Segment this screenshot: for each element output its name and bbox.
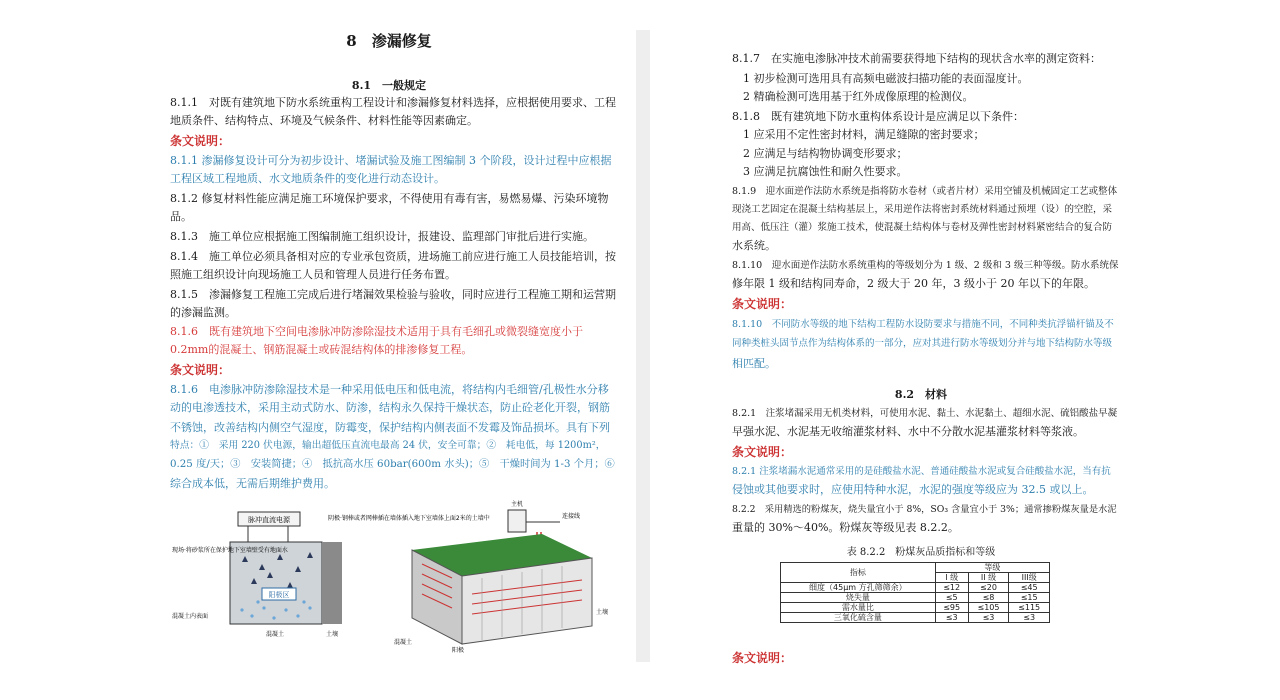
- text-line: 8.1.9 迎水面逆作法防水系统是指将防水卷材（或者片材）采用空铺及机械固定工艺或整体: [732, 186, 1118, 197]
- table-cell-value: ≤20: [968, 583, 1009, 593]
- text-line: 8.1.6 既有建筑地下空间电渗脉冲防渗除湿技术适用于具有毛细孔或微裂缝宽度小于: [170, 325, 583, 338]
- text-line: 用高、低压注（灌）浆施工技术，使混凝土结构体与卷材及弹性密封材料紧密结合的复合防: [732, 222, 1113, 233]
- table-cell-value: ≤15: [1009, 593, 1050, 603]
- text-line: 0.2mm的混凝土、钢筋混凝土或砖混结构体的排渗修复工程。: [170, 343, 473, 356]
- text-line: 8.1.3 施工单位应根据施工图编制施工组织设计，报建设、监理部门审批后进行实施。: [170, 230, 594, 243]
- installation-diagram: [392, 494, 612, 654]
- text-line: 2 精确检测可选用基于红外成像原理的检测仪。: [732, 90, 974, 103]
- table-row: [781, 613, 1050, 623]
- text-line: 工程区域工程地质、水文地质条件的变化进行动态设计。: [170, 172, 445, 185]
- table-cell-value: ≤105: [968, 603, 1009, 613]
- table-cell-index: 细度（45μm 方孔筛筛余）: [781, 583, 936, 593]
- table-cell-value: ≤95: [935, 603, 968, 613]
- text-line: 8.2.1 注浆堵漏采用无机类材料，可使用水泥、黏土、水泥黏土、超细水泥、硫铝酸盐早凝: [732, 408, 1118, 419]
- table-row: [781, 593, 1050, 603]
- text-line: 不锈蚀，改善结构内侧空气湿度，防霉变，保护结构内侧表面不发霉及饰品损坏。具有下列: [170, 421, 610, 434]
- table-cell-value: ≤3: [935, 613, 968, 623]
- text-line: 8.1.1 对既有建筑地下防水系统重构工程设计和渗漏修复材料选择，应根据使用要求、工程: [170, 96, 616, 109]
- note-header: 条文说明：: [732, 651, 793, 665]
- text-line: 3 应满足抗腐蚀性和耐久性要求。: [732, 165, 908, 178]
- text-line: 侵蚀或其他要求时，应使用特种水泥，水泥的强度等级应为 32.5 或以上。: [732, 483, 1094, 496]
- table-cell-index: 烧失量: [781, 593, 936, 603]
- cable-label: 连接线: [562, 513, 581, 520]
- text-line: 0.25 度/天；③ 安装简捷；④ 抵抗高水压 60bar(600m 水头)；⑤ 干燥时间为 1-3 个月；⑥: [170, 458, 615, 470]
- table-cell-value: ≤45: [1009, 583, 1050, 593]
- text-line: 品。: [170, 210, 192, 223]
- text-line: 照施工组织设计向现场施工人员和管理人员进行任务布置。: [170, 268, 456, 281]
- table-cell-index: 三氧化硫含量: [781, 613, 936, 623]
- text-line: 早强水泥、水泥基无收缩灌浆材料、水中不分散水泥基灌浆材料等浆液。: [732, 425, 1084, 438]
- text-line: 8.2.2 采用精选的粉煤灰，烧失量宜小于 8%，SO₃ 含量宜小于 3%；通常掺粉煤灰量是水泥: [732, 504, 1117, 515]
- soil-label: 土壤: [596, 609, 609, 616]
- table-row: [781, 583, 1050, 593]
- text-line: 现浇工艺固定在混凝土结构基层上，采用逆作法将密封系统材料通过预埋（设）的空腔，采: [732, 204, 1113, 215]
- concrete-label: 混凝土: [394, 639, 413, 646]
- left-page: [160, 0, 618, 700]
- anode-label: 阳极: [452, 647, 465, 654]
- table-cell-value: ≤8: [968, 593, 1009, 603]
- table-title: 表 8.2.2 粉煤灰品质指标和等级: [846, 547, 996, 558]
- note-header: 条文说明：: [732, 297, 793, 311]
- text-line: 8.1.10 迎水面逆作法防水系统重构的等级划分为 1 级、2 级和 3 级三种等级。防水系统保: [732, 260, 1119, 271]
- text-line: 8.2.1 注浆堵漏水泥通常采用的是硅酸盐水泥、普通硅酸盐水泥或复合硅酸盐水泥，当有抗: [732, 466, 1111, 477]
- right-side-note: 阴极·钢棒或者网棒插在墙体插入地下室墙体上面2米的土墙中: [328, 515, 490, 522]
- right-page: [722, 0, 1120, 700]
- left-side-note: 现场·将砂浆所在保护地下室墙壁受有地面水: [172, 547, 288, 554]
- text-line: 8.1.4 施工单位必须具备相对应的专业承包资质，进场施工前应进行施工人员技能培训，按: [170, 250, 616, 263]
- section-title: 8.1 一般规定: [351, 79, 427, 92]
- electro-osmosis-diagram: [170, 506, 490, 646]
- table-head-grade: 等级: [935, 563, 1049, 573]
- text-line: 1 初步检测可选用具有高频电磁波扫描功能的表面湿度计。: [732, 72, 1029, 85]
- table-row: [781, 603, 1050, 613]
- host-label: 主机: [510, 501, 524, 508]
- table-grade: III级: [1009, 573, 1050, 583]
- text-line: 同种类桩头固节点作为结构体系的一部分，应对其进行防水等级划分并与地下结构防水等级: [732, 338, 1113, 349]
- text-line: 地质条件、结构特点、环境及气候条件、材料性能等因素确定。: [170, 114, 478, 127]
- power-box-label: 脉冲直流电源: [248, 516, 290, 524]
- note-header: 条文说明：: [732, 445, 793, 459]
- text-line: 8.1.5 渗漏修复工程施工完成后进行堵漏效果检验与验收，同时应进行工程施工期和运营期: [170, 288, 616, 301]
- table-cell-value: ≤5: [935, 593, 968, 603]
- text-line: 8.1.7 在实施电渗脉冲技术前需要获得地下结构的现状含水率的测定资料：: [732, 52, 1101, 65]
- fly-ash-table: [780, 562, 1050, 623]
- table-cell-value: ≤12: [935, 583, 968, 593]
- text-line: 修年限 1 级和结构同寿命，2 级大于 20 年，3 级小于 20 年以下的年限。: [732, 277, 1095, 290]
- text-line: 1 应采用不定性密封材料，满足缝隙的密封要求；: [732, 128, 985, 141]
- text-line: 8.1.1 渗漏修复设计可分为初步设计、堵漏试验及施工图编制 3 个阶段，设计过程中应根据: [170, 154, 612, 167]
- text-line: 8.1.8 既有建筑地下防水重构体系设计是应满足以下条件：: [732, 110, 1024, 123]
- text-line: 8.1.10 不同防水等级的地下结构工程防水设防要求与措施不同，不同种类抗浮锚杆锚及不: [732, 319, 1114, 330]
- text-line: 的渗漏监测。: [170, 306, 236, 319]
- table-cell-value: ≤115: [1009, 603, 1050, 613]
- text-line: 8.1.2 修复材料性能应满足施工环境保护要求，不得使用有毒有害，易燃易爆、污染环境物: [170, 192, 609, 205]
- text-line: 特点：① 采用 220 伏电源，输出超低压直流电最高 24 伏，安全可靠；② 耗电低，每 1200m²，: [170, 440, 606, 451]
- table-head-index: 指标: [781, 563, 936, 583]
- text-line: 水系统。: [732, 239, 776, 252]
- bottom-mid-label: 混凝土: [266, 631, 285, 638]
- text-line: 重量的 30%～40%。粉煤灰等级见表 8.2.2。: [732, 521, 959, 534]
- table-cell-value: ≤3: [1009, 613, 1050, 623]
- section-title-materials: 8.2 材料: [894, 388, 948, 401]
- table-cell-value: ≤3: [968, 613, 1009, 623]
- table-grade: I 级: [935, 573, 968, 583]
- table-cell-index: 需水量比: [781, 603, 936, 613]
- text-line: 动的电渗透技术，采用主动式防水、防渗，结构永久保持干燥状态，防止砼老化开裂，钢筋: [170, 401, 610, 414]
- bottom-right-label: 土壤: [326, 631, 339, 638]
- anode-zone-label: 阳极区: [268, 591, 290, 599]
- text-line: 2 应满足与结构物协调变形要求；: [732, 147, 908, 160]
- text-line: 8.1.6 电渗脉冲防渗除湿技术是一种采用低电压和低电流，将结构内毛细管/孔极性水分移: [170, 383, 609, 396]
- table-grade: II 级: [968, 573, 1009, 583]
- bottom-left-label: 混凝土内表面: [172, 613, 209, 620]
- page-gap: [636, 30, 650, 662]
- note-header: 条文说明：: [170, 363, 231, 377]
- text-line: 综合成本低，无需后期维护费用。: [170, 477, 335, 490]
- chapter-title: 8 渗漏修复: [346, 32, 432, 50]
- text-line: 相匹配。: [732, 357, 776, 370]
- note-header: 条文说明：: [170, 134, 231, 148]
